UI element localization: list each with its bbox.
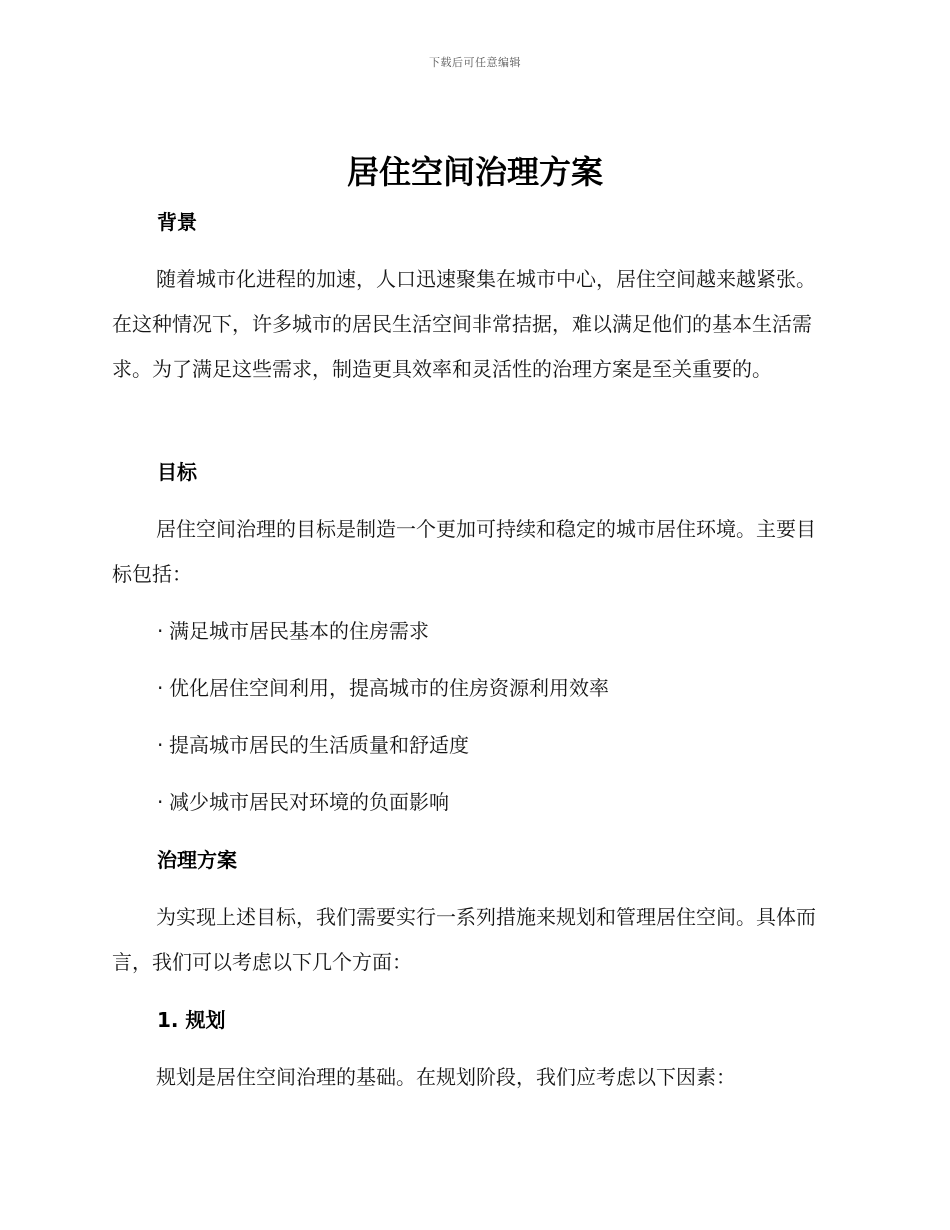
section-heading-goals: 目标	[157, 460, 197, 484]
bullet-text: 优化居住空间利用，提高城市的住房资源利用效率	[169, 676, 609, 700]
header-note: 下载后可任意编辑	[429, 56, 521, 69]
bullet-text: 提高城市居民的生活质量和舒适度	[169, 733, 469, 757]
bullet-symbol: ·	[157, 676, 164, 700]
section-heading-planning: 1. 规划	[157, 1008, 226, 1032]
page-title: 居住空间治理方案	[346, 153, 603, 191]
section-heading-background: 背景	[157, 210, 197, 234]
bullet-item	[157, 673, 609, 703]
bullet-text: 满足城市居民基本的住房需求	[169, 619, 429, 643]
paragraph-background: 随着城市化进程的加速，人口迅速聚集在城市中心，居住空间越来越紧张。在这种情况下，许多城市的居民生活空间非常拮据，难以满足他们的基本生活需求。为了满足这些需求，制造更具效率和灵活性的治理方案是至关重要的。	[112, 267, 816, 381]
bullet-text: 减少城市居民对环境的负面影响	[169, 790, 449, 814]
paragraph-planning: 规划是居住空间治理的基础。在规划阶段，我们应考虑以下因素：	[156, 1065, 736, 1089]
bullet-item	[157, 730, 469, 760]
paragraph-goals: 居住空间治理的目标是制造一个更加可持续和稳定的城市居住环境。主要目标包括：	[112, 517, 816, 586]
paragraph-plan: 为实现上述目标，我们需要实行一系列措施来规划和管理居住空间。具体而言，我们可以考虑以下几个方面：	[112, 905, 816, 974]
bullet-symbol: ·	[157, 733, 164, 757]
bullet-symbol: ·	[157, 790, 164, 814]
bullet-item	[157, 616, 429, 646]
bullet-item	[157, 787, 449, 817]
bullet-symbol: ·	[157, 619, 164, 643]
section-heading-plan: 治理方案	[157, 848, 237, 872]
